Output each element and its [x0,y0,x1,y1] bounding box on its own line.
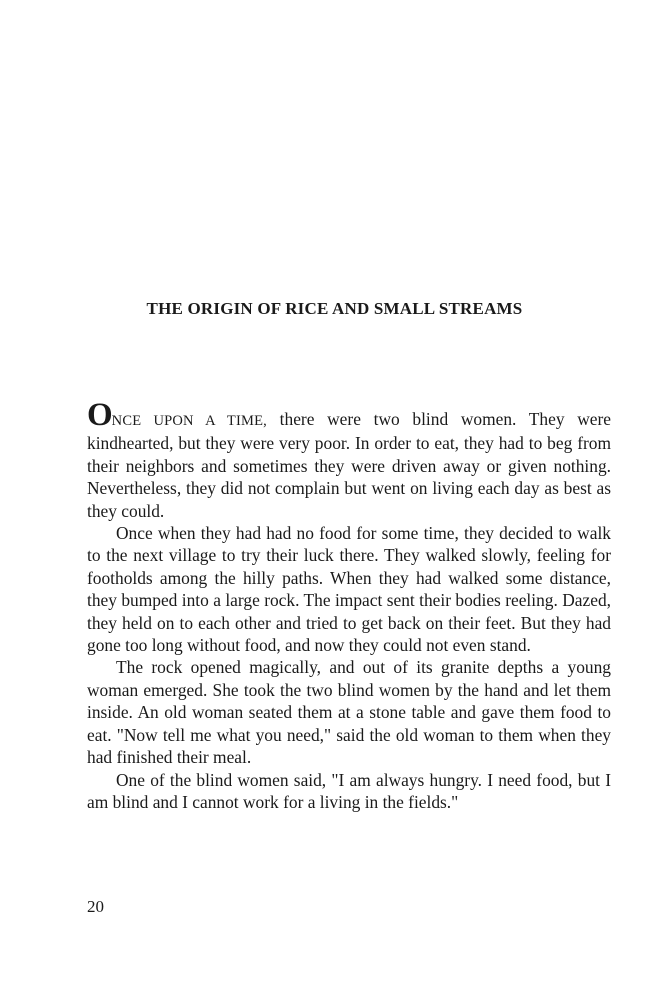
opening-paragraph-text: there were two blind women. They were kindhearted, but they were very poor. In order to eat, they had to beg from their neighbors and sometimes they were driven away or given nothing. Nevertheless, they did not complain but went on living each day as best as they could. [87,409,612,521]
paragraph-2: Once when they had had no food for some time, they decided to walk to the next village to try their luck there. They walked slowly, feeling for footholds among the hilly paths. When they had walked some distance, they bumped into a large rock. The impact sent their bodies reeling. Dazed, they held on to each other and tried to get back on their feet. But they had gone too long without food, and now they could not even stand. [87,523,611,656]
paragraph-3: The rock opened magically, and out of its granite depths a young woman emerged. She took the two blind women by the hand and let them inside. An old woman seated them at a stone table and gave them food to eat. "Now tell me what you need," said the old woman to them when they had finished their meal. [87,657,611,768]
opening-paragraph [87,397,612,522]
small-caps-lead: NCE UPON A TIME, [111,413,267,429]
paragraph-4: One of the blind women said, "I am always hungry. I need food, but I am blind and I cannot work for a living in the fields." [87,769,611,812]
page-number: 20 [87,897,104,916]
story-body [87,397,612,813]
page-title: THE ORIGIN OF RICE AND SMALL STREAMS [146,299,523,318]
drop-cap: O [87,397,112,433]
